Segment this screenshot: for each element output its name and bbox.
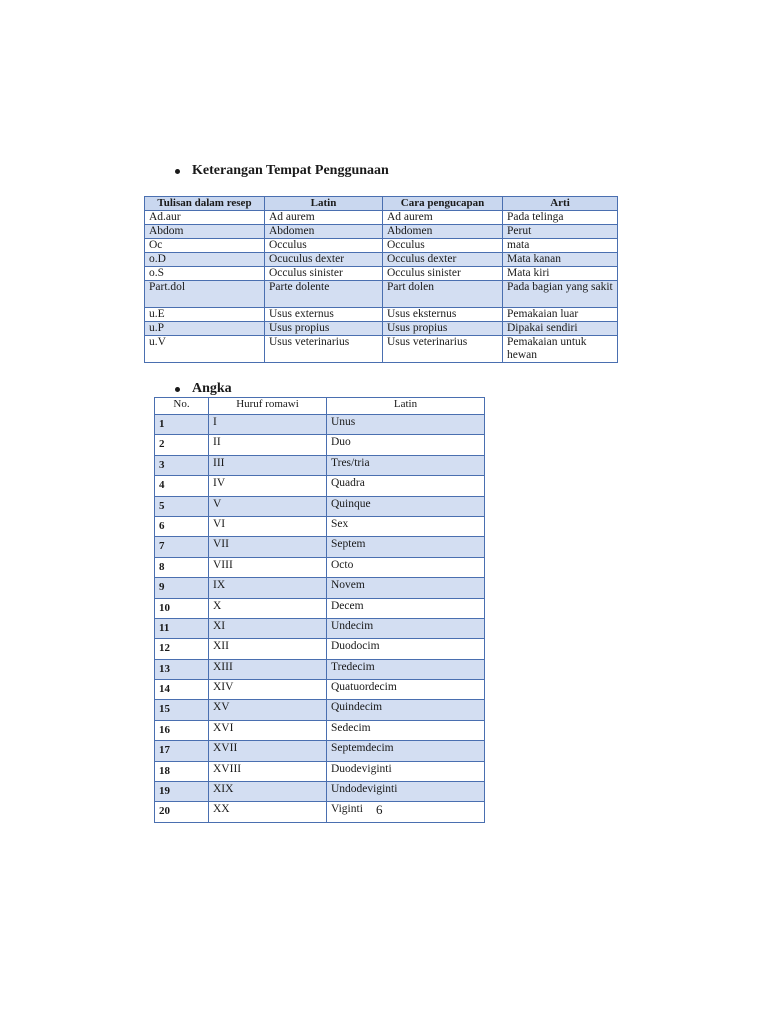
table-row xyxy=(155,496,485,516)
table-cell: Parte dolente xyxy=(265,281,383,308)
table-row xyxy=(155,455,485,475)
table-cell: Quatuordecim xyxy=(327,680,485,700)
table-row xyxy=(155,537,485,557)
table-cell: o.D xyxy=(145,253,265,267)
table-cell: Novem xyxy=(327,578,485,598)
table-cell: Oc xyxy=(145,239,265,253)
table-cell: III xyxy=(209,455,327,475)
table-row xyxy=(145,211,618,225)
table-cell: XX xyxy=(209,802,327,822)
table-cell: Tres/tria xyxy=(327,455,485,475)
table-cell: Usus veterinarius xyxy=(383,336,503,363)
page-number: 6 xyxy=(376,802,383,817)
table-cell: Quindecim xyxy=(327,700,485,720)
table-cell: Occulus xyxy=(383,239,503,253)
section-heading-text: Angka xyxy=(192,381,232,396)
table-cell: Usus externus xyxy=(265,308,383,322)
table-cell: 16 xyxy=(155,720,209,740)
table-cell: 11 xyxy=(155,618,209,638)
table-cell: II xyxy=(209,435,327,455)
table-cell: mata xyxy=(503,239,618,253)
table-cell: 2 xyxy=(155,435,209,455)
roman-numeral-table xyxy=(154,397,485,823)
table-cell: 8 xyxy=(155,557,209,577)
table-cell: VIII xyxy=(209,557,327,577)
section-heading-text: Keterangan Tempat Penggunaan xyxy=(192,163,389,178)
table-cell: XIX xyxy=(209,782,327,802)
table-header-row xyxy=(145,197,618,211)
table-cell: u.E xyxy=(145,308,265,322)
table-row xyxy=(145,239,618,253)
table-row xyxy=(155,761,485,781)
table-cell: XI xyxy=(209,618,327,638)
table-cell: XIII xyxy=(209,659,327,679)
table-cell: 15 xyxy=(155,700,209,720)
table-cell: Mata kanan xyxy=(503,253,618,267)
table-cell: Usus propius xyxy=(383,322,503,336)
table-cell: IV xyxy=(209,476,327,496)
section-heading-keterangan xyxy=(175,163,389,179)
table-cell: 18 xyxy=(155,761,209,781)
table-row xyxy=(155,557,485,577)
table-cell: 12 xyxy=(155,639,209,659)
table-cell: Perut xyxy=(503,225,618,239)
table-cell: Duo xyxy=(327,435,485,455)
table-cell: V xyxy=(209,496,327,516)
table-row xyxy=(155,782,485,802)
table-row xyxy=(155,618,485,638)
table-row xyxy=(155,415,485,435)
table-row xyxy=(155,802,485,822)
table-cell: VII xyxy=(209,537,327,557)
table-cell: Part.dol xyxy=(145,281,265,308)
table-cell: 6 xyxy=(155,516,209,536)
table-cell: Quinque xyxy=(327,496,485,516)
table-cell: Mata kiri xyxy=(503,267,618,281)
table-row xyxy=(155,680,485,700)
usage-abbreviation-table xyxy=(144,196,618,363)
table-cell: XVIII xyxy=(209,761,327,781)
column-header: Huruf romawi xyxy=(209,398,327,415)
table-cell: XVI xyxy=(209,720,327,740)
table-row xyxy=(155,741,485,761)
column-header: Tulisan dalam resep xyxy=(145,197,265,211)
table-cell: 14 xyxy=(155,680,209,700)
table-row xyxy=(155,578,485,598)
table-cell: Undodeviginti xyxy=(327,782,485,802)
table-row xyxy=(155,598,485,618)
table-cell: Ad.aur xyxy=(145,211,265,225)
table-cell: Dipakai sendiri xyxy=(503,322,618,336)
table-cell: Abdom xyxy=(145,225,265,239)
table-cell: Undecim xyxy=(327,618,485,638)
table-cell: Usus propius xyxy=(265,322,383,336)
column-header: Latin xyxy=(327,398,485,415)
table-cell: Duodeviginti xyxy=(327,761,485,781)
table-cell: u.V xyxy=(145,336,265,363)
table-cell: Part dolen xyxy=(383,281,503,308)
table-row xyxy=(145,225,618,239)
column-header: Latin xyxy=(265,197,383,211)
table-header-row xyxy=(155,398,485,415)
table-cell: Viginti xyxy=(327,802,485,822)
table-cell: o.S xyxy=(145,267,265,281)
table-cell: 5 xyxy=(155,496,209,516)
table-row xyxy=(155,516,485,536)
table-cell: Abdomen xyxy=(383,225,503,239)
table-cell: 7 xyxy=(155,537,209,557)
table-cell: Octo xyxy=(327,557,485,577)
table-row xyxy=(145,336,618,363)
table-cell: Ocuculus dexter xyxy=(265,253,383,267)
table-cell: 3 xyxy=(155,455,209,475)
table-row xyxy=(155,720,485,740)
table-cell: 19 xyxy=(155,782,209,802)
table-row xyxy=(155,659,485,679)
table-cell: Septemdecim xyxy=(327,741,485,761)
table-cell: Tredecim xyxy=(327,659,485,679)
table-cell: Occulus sinister xyxy=(383,267,503,281)
table-row xyxy=(155,476,485,496)
table-cell: 9 xyxy=(155,578,209,598)
table-cell: Pada bagian yang sakit xyxy=(503,281,618,308)
table-cell: Duodocim xyxy=(327,639,485,659)
table-row xyxy=(145,308,618,322)
table-cell: Usus eksternus xyxy=(383,308,503,322)
table-cell: IX xyxy=(209,578,327,598)
table-cell: Unus xyxy=(327,415,485,435)
table-cell: 4 xyxy=(155,476,209,496)
table-cell: Pemakaian untuk hewan xyxy=(503,336,618,363)
table-cell: 20 xyxy=(155,802,209,822)
bullet-icon xyxy=(175,169,180,174)
table-cell: Occulus dexter xyxy=(383,253,503,267)
table-cell: Sex xyxy=(327,516,485,536)
table-cell: I xyxy=(209,415,327,435)
table-cell: Pada telinga xyxy=(503,211,618,225)
table-cell: Septem xyxy=(327,537,485,557)
table-cell: 1 xyxy=(155,415,209,435)
section-heading-angka xyxy=(175,381,232,397)
table-cell: Sedecim xyxy=(327,720,485,740)
table-cell: Abdomen xyxy=(265,225,383,239)
table-cell: 17 xyxy=(155,741,209,761)
table-cell: Occulus xyxy=(265,239,383,253)
table-cell: XII xyxy=(209,639,327,659)
column-header: No. xyxy=(155,398,209,415)
column-header: Cara pengucapan xyxy=(383,197,503,211)
table-cell: 13 xyxy=(155,659,209,679)
table-cell: VI xyxy=(209,516,327,536)
column-header: Arti xyxy=(503,197,618,211)
table-cell: u.P xyxy=(145,322,265,336)
table-row xyxy=(145,253,618,267)
table-cell: Occulus sinister xyxy=(265,267,383,281)
table-cell: XVII xyxy=(209,741,327,761)
table-cell: Ad aurem xyxy=(265,211,383,225)
table-cell: Ad aurem xyxy=(383,211,503,225)
table-cell: Usus veterinarius xyxy=(265,336,383,363)
table-cell: XV xyxy=(209,700,327,720)
table-row xyxy=(155,700,485,720)
table-cell: 10 xyxy=(155,598,209,618)
table-cell: XIV xyxy=(209,680,327,700)
table-row xyxy=(145,267,618,281)
table-row xyxy=(145,322,618,336)
bullet-icon xyxy=(175,387,180,392)
table-cell: Decem xyxy=(327,598,485,618)
table-cell: Quadra xyxy=(327,476,485,496)
table-cell: Pemakaian luar xyxy=(503,308,618,322)
table-row xyxy=(155,639,485,659)
table-row xyxy=(145,281,618,308)
table-row xyxy=(155,435,485,455)
table-cell: X xyxy=(209,598,327,618)
